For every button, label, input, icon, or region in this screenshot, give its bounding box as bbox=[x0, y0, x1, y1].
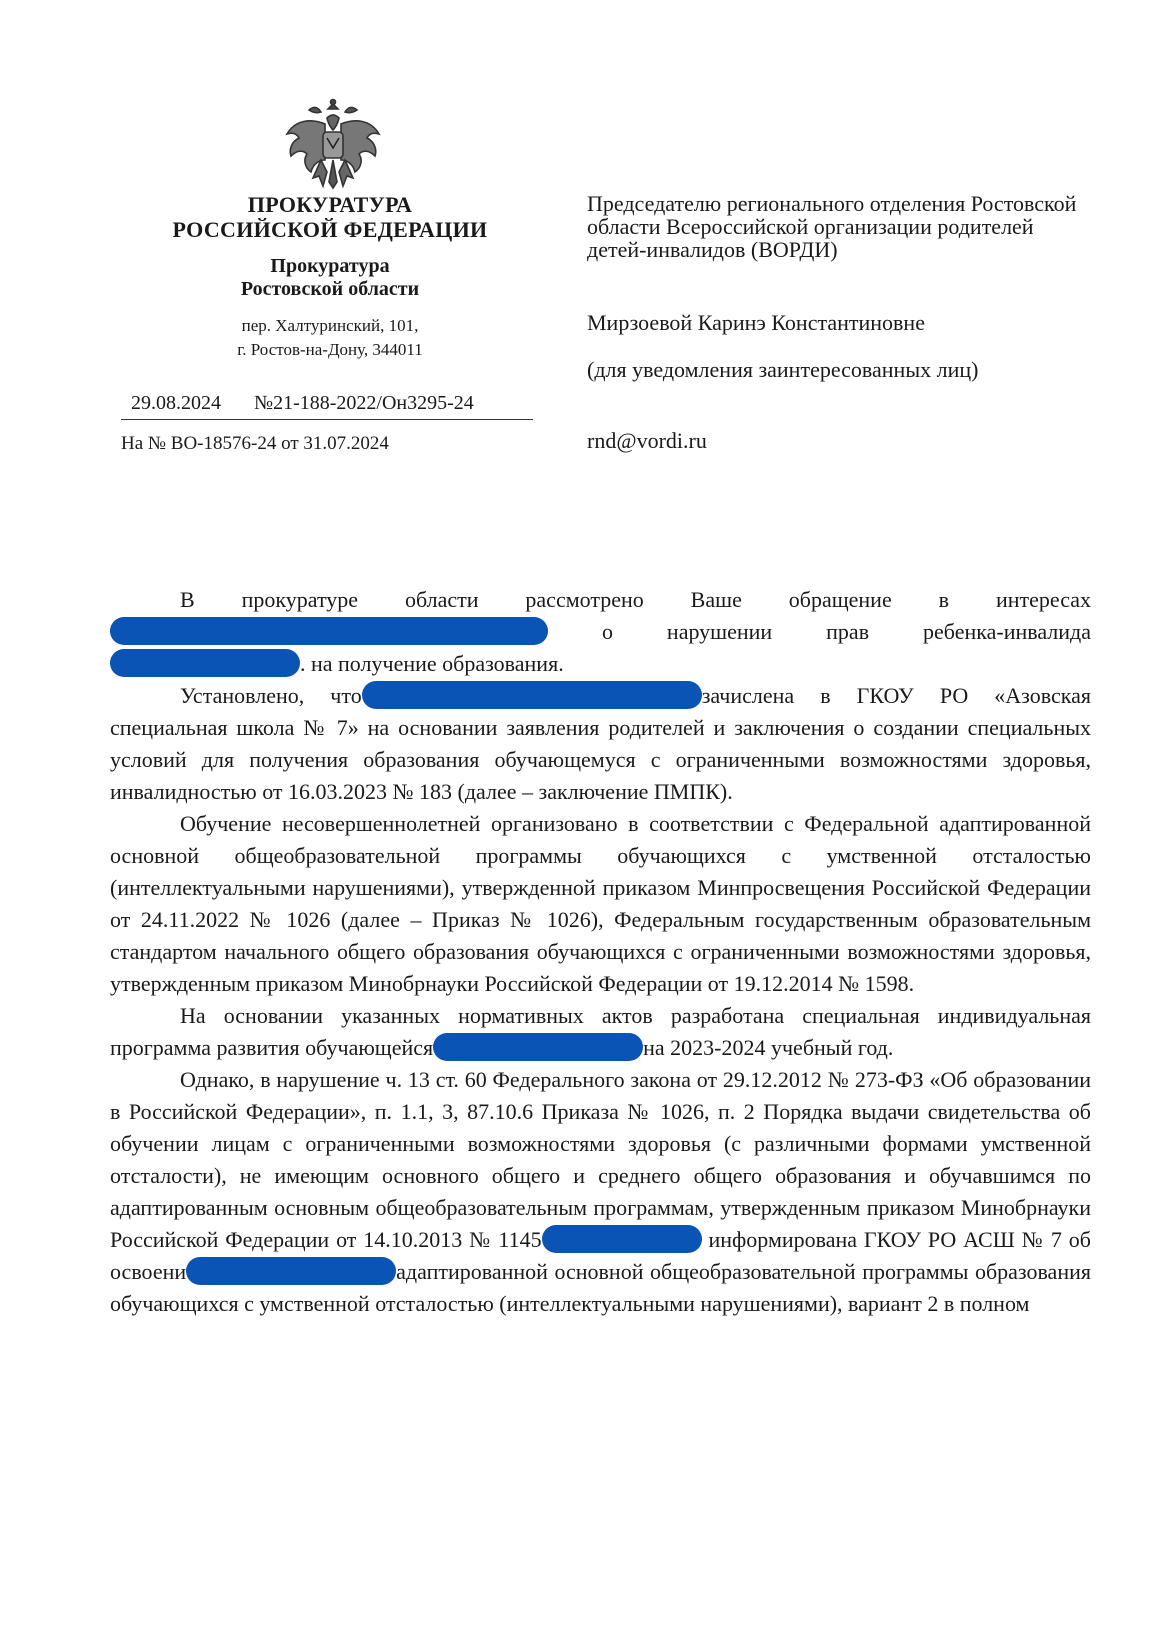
org-title-line2: РОССИЙСКОЙ ФЕДЕРАЦИИ bbox=[172, 217, 488, 242]
redaction-mark bbox=[110, 649, 300, 677]
redaction-mark bbox=[542, 1225, 702, 1253]
recipient-email[interactable]: rnd@vordi.ru bbox=[587, 428, 707, 453]
recipient-notice: (для уведомления заинтересованных лиц) bbox=[587, 357, 979, 382]
dept-line2: Ростовской области bbox=[240, 278, 420, 300]
recipient-addressee: Председателю регионального отделения Ростовской области Всероссийской организации родителей детей-инвалидов (ВОРДИ) bbox=[587, 191, 1077, 262]
registration-underline bbox=[121, 419, 533, 420]
dept-line1: Прокуратура bbox=[270, 255, 390, 277]
paragraph-text: о нарушении прав ребенка-инвалида bbox=[601, 619, 1092, 644]
paragraph-text: Установлено, что bbox=[180, 683, 362, 708]
body-paragraph: Обучение несовершеннолетней организовано в соответствии с Федеральной адаптированной основной общеобразовательной программы обучающихся с умственной отсталостью (интеллектуальными нарушениями), утвержденной приказом Минпросвещения Российской Федерации от 24.11.2022 № 1026 (далее – Приказ № 1026), Федеральным государственным образовательным стандартом начального общего образования обучающихся с ограниченными возможностями здоровья, утвержденным приказом Минобрнауки Российской Федерации от 19.12.2014 № 1598. bbox=[110, 811, 1091, 996]
registration-date: 29.08.2024 bbox=[131, 392, 221, 414]
recipient-name: Мирзоевой Каринэ Константиновне bbox=[587, 310, 925, 335]
address-line1: пер. Халтуринский, 101, bbox=[241, 316, 419, 335]
body-paragraph bbox=[110, 680, 1091, 808]
redaction-mark bbox=[110, 617, 548, 645]
paragraph-text: На основании указанных нормативных актов разработана специальная индивидуальная программа развития обучающейся bbox=[110, 1003, 1091, 1060]
redaction-mark bbox=[362, 681, 702, 709]
redaction-mark bbox=[186, 1257, 396, 1285]
reply-reference: На № ВО-18576-24 от 31.07.2024 bbox=[121, 433, 389, 454]
paragraph-text: В прокуратуре области рассмотрено Ваше обращение в интересах bbox=[180, 587, 1091, 612]
org-title-line1: ПРОКУРАТУРА bbox=[247, 192, 413, 217]
body-paragraph bbox=[110, 1000, 1091, 1064]
paragraph-text: адаптированной основной общеобразовательной программы образования обучающихся с умственной отсталостью (интеллектуальными нарушениями), вариант 2 в полном bbox=[110, 1259, 1091, 1316]
address-line2: г. Ростов-на-Дону, 344011 bbox=[237, 340, 423, 359]
paragraph-text: . на получение образования. bbox=[300, 651, 564, 676]
paragraph-text: зачислена в ГКОУ РО «Азовская специальная школа № 7» на основании заявления родителей и заключения о создании специальных условий для получения образования обучающемуся с ограниченными возможностями здоровья, инвалидностью от 16.03.2023 № 183 (далее – заключение ПМПК). bbox=[110, 683, 1092, 804]
paragraph-text: Однако, в нарушение ч. 13 ст. 60 Федерального закона от 29.12.2012 № 273-ФЗ «Об образовании в Российской Федерации», п. 1.1, 3, 87.10.6 Приказа № 1026, п. 2 Порядка выдачи свидетельства об обучении лицам с ограниченными возможностями здоровья (с различными формами умственной отсталости), не имеющим основного общего и среднего общего образования и обучавшимся по адаптированным основным общеобразовательным программам, утвержденным приказом Минобрнауки Российской Федерации от 14.10.2013 № 1145 bbox=[110, 1067, 1091, 1252]
coat-of-arms-icon bbox=[281, 98, 385, 194]
body-paragraph bbox=[110, 584, 1091, 680]
redaction-mark bbox=[433, 1033, 643, 1061]
registration-number: №21-188-2022/Он3295-24 bbox=[254, 392, 474, 414]
body-paragraph bbox=[110, 1064, 1091, 1320]
paragraph-text: на 2023-2024 учебный год. bbox=[643, 1035, 894, 1060]
paragraph-text: информирована ГКОУ РО АСШ № 7 об освоени bbox=[110, 1227, 1092, 1284]
letter-body bbox=[110, 584, 1091, 1320]
